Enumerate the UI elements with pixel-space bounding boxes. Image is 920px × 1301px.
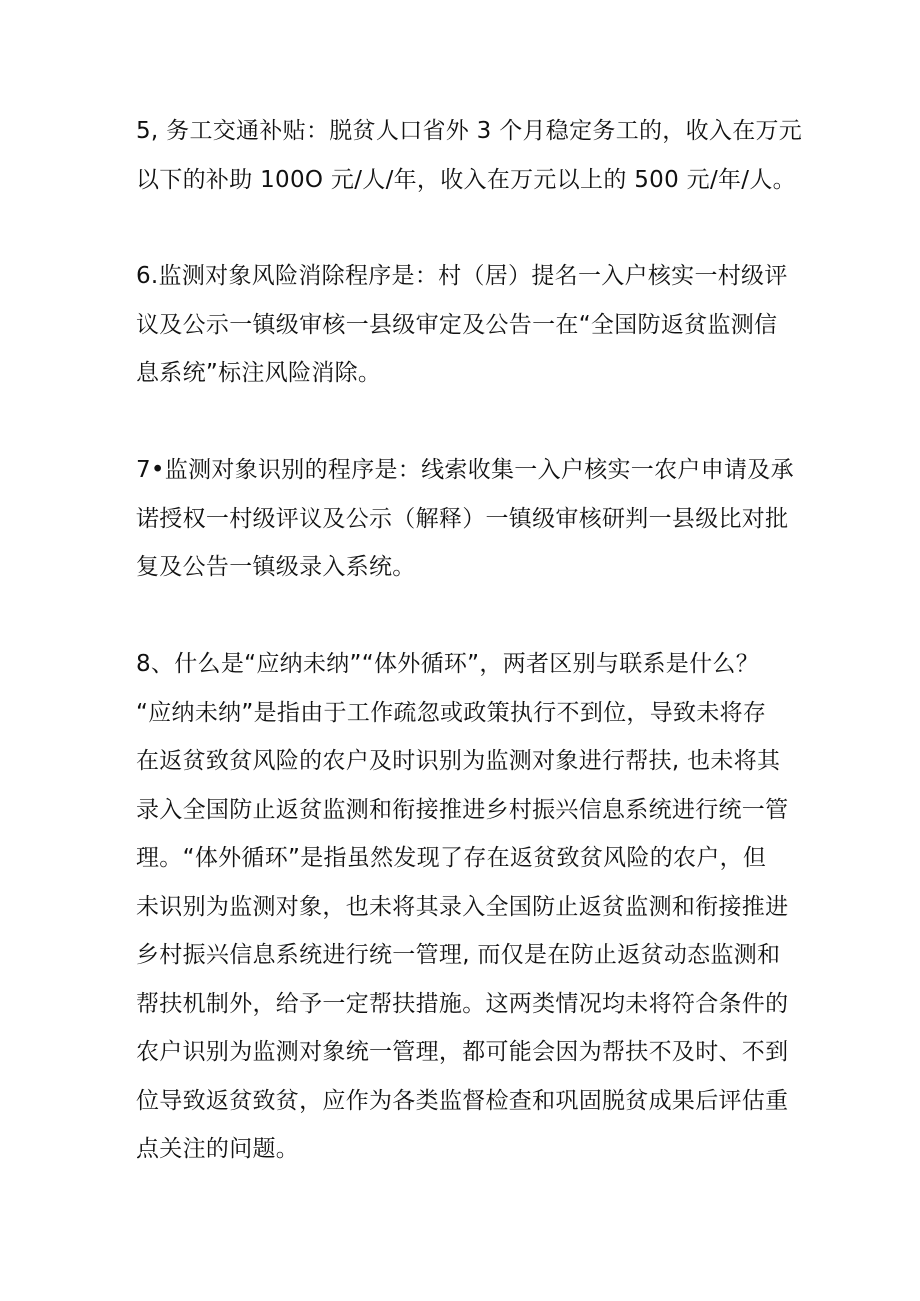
text-line: 诺授权一村级评议及公示（解释）一镇级审核研判一县级比对批 [136,505,789,532]
paragraph-8-definitions [136,640,806,1174]
text-line: 乡村振兴信息系统进行统一管理, 而仅是在防止返贫动态监测和 [136,942,781,968]
text-line: 8、什么是“应纳未纳”“体外循环”，两者区别与联系是什么？ [136,651,759,677]
text-line: 点关注的问题。 [136,1136,300,1162]
text-line: 5, 务工交通补贴：脱贫人口省外 3 个月稳定务工的，收入在万元 [136,118,803,144]
text-line: 议及公示一镇级审核一县级审定及公告一在“全国防返贫监测信 [136,311,778,338]
text-line: 息系统”标注风险消除。 [136,360,382,386]
text-line: 理。“体外循环”是指虽然发现了存在返贫致贫风险的农户，但 [136,845,767,871]
text-line: 位导致返贫致贫，应作为各类监督检查和巩固脱贫成果后评估重 [136,1087,789,1114]
text-line: 录入全国防止返贫监测和衔接推进乡村振兴信息系统进行统一管 [136,796,789,823]
text-line: 以下的补助 100O 元/人/年，收入在万元以上的 500 元/年/人。 [136,166,796,193]
text-line: “应纳未纳”是指由于工作疏忽或政策执行不到位，导致未将存 [136,699,767,726]
paragraph-5-transport-subsidy [136,107,806,204]
text-line: 7•监测对象识别的程序是：线索收集一入户核实一农户申请及承 [136,457,794,483]
text-line: 帮扶机制外，给予一定帮扶措施。这两类情况均未将符合条件的 [136,990,789,1017]
text-line: 复及公告一镇级录入系统。 [136,554,416,580]
text-line: 农户识别为监测对象统一管理，都可能会因为帮扶不及时、不到 [136,1039,789,1065]
text-line: 在返贫致贫风险的农户及时识别为监测对象进行帮扶, 也未将其 [136,748,781,774]
paragraph-6-risk-elimination [136,252,806,398]
paragraph-7-identification-procedure [136,446,806,592]
text-line: 未识别为监测对象，也未将其录入全国防止返贫监测和衔接推进 [136,893,789,920]
text-line: 6.监测对象风险消除程序是：村（居）提名一入户核实一村级评 [136,263,788,289]
